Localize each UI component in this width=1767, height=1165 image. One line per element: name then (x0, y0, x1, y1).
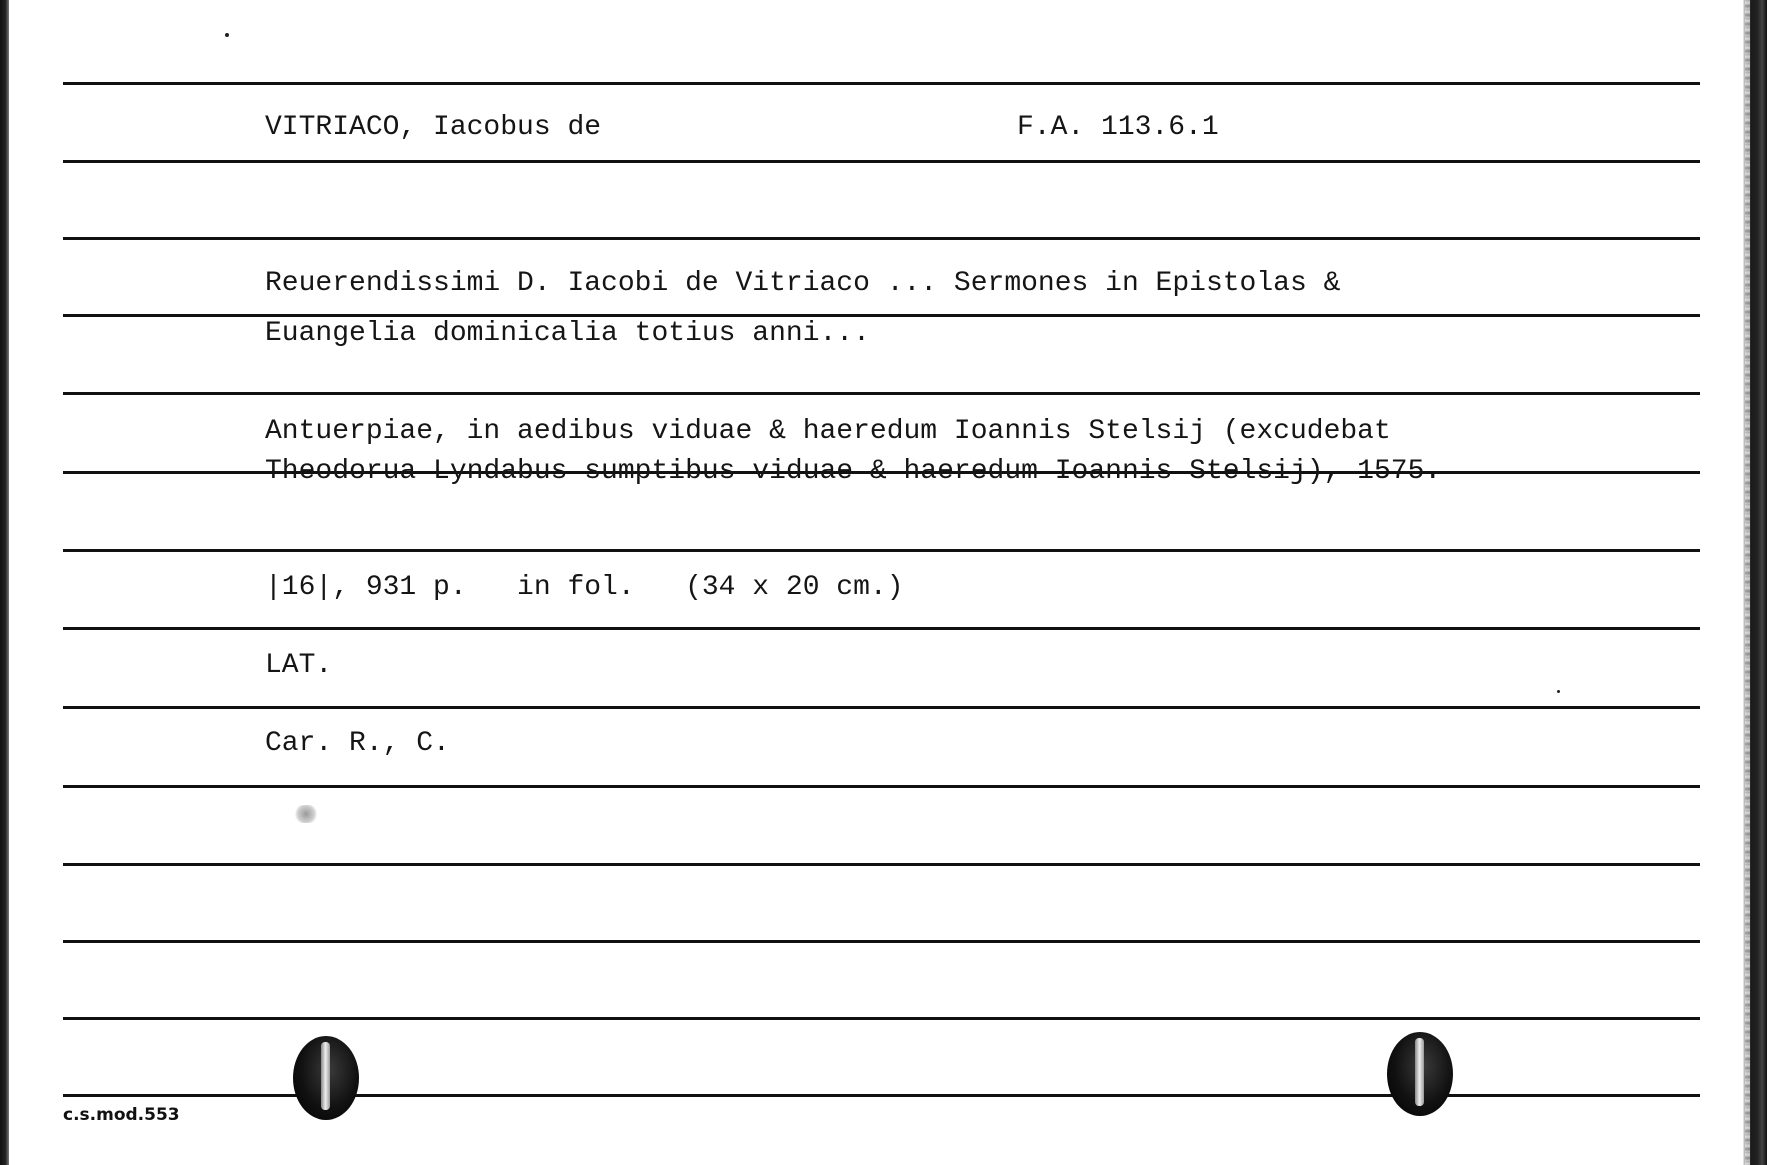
punch-hole-left (293, 1036, 359, 1120)
ruled-line (63, 82, 1700, 85)
title-line-1: Reuerendissimi D. Iacobi de Vitriaco ... Sermones in Epistolas & (265, 268, 1341, 299)
collation: |16|, 931 p. in fol. (34 x 20 cm.) (265, 572, 904, 603)
ruled-line (63, 706, 1700, 709)
ruled-line (63, 392, 1700, 395)
ruled-line (63, 160, 1700, 163)
card-right-edge-texture (1745, 0, 1750, 1165)
author-heading: VITRIACO, Iacobus de (265, 112, 602, 143)
ruled-line (63, 627, 1700, 630)
imprint-line-2: Theodorua Lyndabus sumptibus viduae & haeredum Ioannis Stelsij), 1575. (265, 456, 1442, 487)
ruled-line (63, 314, 1700, 317)
ruled-line (63, 1017, 1700, 1020)
ruled-line (63, 940, 1700, 943)
title-line-2: Euangelia dominicalia totius anni... (265, 318, 870, 349)
form-code: c.s.mod.553 (63, 1105, 180, 1125)
punch-hole-right (1387, 1032, 1453, 1116)
dust-speck (225, 33, 229, 37)
language: LAT. (265, 650, 333, 681)
ruled-line (63, 549, 1700, 552)
provenance: Car. R., C. (265, 728, 450, 759)
imprint-line-1: Antuerpiae, in aedibus viduae & haeredum Ioannis Stelsij (excudebat (265, 416, 1391, 447)
ruled-line (63, 785, 1700, 788)
ruled-line (63, 237, 1700, 240)
call-number: F.A. 113.6.1 (1017, 112, 1219, 143)
dust-speck (1557, 690, 1560, 693)
ruled-line (63, 863, 1700, 866)
ink-smudge (294, 805, 318, 823)
card-left-edge (0, 0, 9, 1165)
